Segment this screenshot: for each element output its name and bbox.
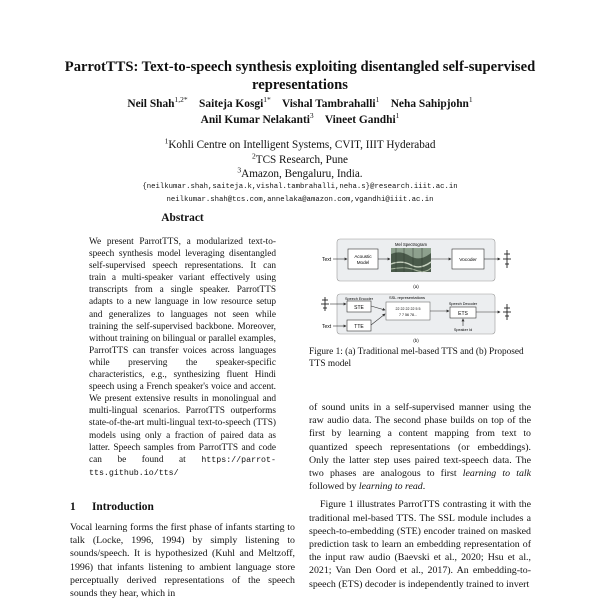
affiliation-text: TCS Research, Pune: [255, 153, 349, 166]
author-sup: 1: [395, 111, 400, 121]
body-paragraph: Figure 1 illustrates ParrotTTS contrasting it with the traditional mel-based TTS. The SSL module includes a speech-to-embedding (STE) encoder trained on masked prediction task to learn an embedding representation of the input raw audio (Baevski et al., 2020; Hsu et al., 2021; Van Den Oord et al., 2017). An embedding-to-speech (ETS) decoder is independently trained to invert: [309, 499, 531, 590]
ste-label: STE: [354, 305, 364, 311]
author-sup: 1: [375, 95, 380, 105]
section-number: 1: [70, 501, 76, 513]
affiliation: [40, 138, 560, 153]
author-name: Anil Kumar Nelakanti: [200, 114, 310, 126]
waveform-icon: [503, 304, 511, 320]
author-sup: 1,2*: [174, 95, 188, 105]
author-name: Vishal Tambrahalli: [281, 98, 376, 110]
acoustic-model-box: [348, 249, 378, 269]
mel-spectrogram-label: Mel Spectrogram: [395, 242, 427, 247]
abstract-url-link[interactable]: https://parrot-tts.github.io/tts/: [89, 455, 276, 478]
tokens-box: [386, 302, 430, 320]
author-sup: 1*: [263, 95, 271, 105]
abstract-heading: Abstract: [161, 212, 204, 224]
authors-line-1: [40, 96, 560, 112]
ets-label: ETS: [458, 311, 468, 317]
figure-caption: Figure 1: (a) Traditional mel-based TTS and (b) Proposed TTS model: [309, 347, 524, 370]
author-name: Neil Shah: [127, 98, 175, 110]
speech-decoder-label: Speech Decoder: [448, 302, 478, 306]
text-run: followed by: [309, 481, 357, 493]
affiliation-sup: 3: [237, 165, 242, 175]
acoustic-model-label: Acoustic: [354, 254, 372, 259]
abstract-body: [89, 236, 276, 480]
text-run: .: [422, 481, 426, 493]
tokens-row: 7 7 56 78...: [399, 313, 417, 317]
email-line-2: neilkumar.shah@tcs.com,annelaka@amazon.com,vgandhi@iiit.ac.in: [166, 196, 434, 204]
author-sup: 1: [468, 95, 473, 105]
author-name: Saiteja Kosgi: [199, 98, 264, 110]
figure-panel-b: [321, 294, 511, 343]
authors-line-2: [40, 112, 560, 128]
tokens-row: 22 22 22 22 5 5: [395, 307, 421, 311]
section-title: Introduction: [92, 501, 154, 513]
speaker-id-label: Speaker Id: [453, 328, 473, 332]
ssl-representations-label: SSL representations: [388, 295, 426, 300]
author-name: Vineet Gandhi: [324, 114, 396, 126]
paper-title: ParrotTTS: Text-to-speech synthesis exploiting disentangled self-supervised representations: [64, 59, 536, 93]
author-sup: 3: [309, 111, 314, 121]
emphasis-text: learning to read: [358, 481, 423, 493]
affiliation: [40, 167, 560, 182]
panel-a-input-label: Text: [322, 257, 332, 263]
mel-spectrogram-image: [391, 248, 431, 272]
speech-encoder-label: Speech Encoder: [344, 297, 374, 301]
waveform-icon: [503, 250, 511, 268]
right-column-body: [309, 401, 531, 591]
affiliation-list: [40, 138, 560, 182]
panel-b-input-label: Text: [322, 324, 332, 330]
figure-panel-a: [322, 239, 511, 289]
affiliation: [40, 150, 560, 168]
tte-label: TTE: [354, 324, 364, 330]
affiliation-sup: 2: [251, 150, 256, 160]
vocoder-label: Vocoder: [459, 258, 477, 263]
author-list: [40, 96, 560, 128]
figure-1-diagram: [310, 234, 532, 346]
affiliation-sup: 1: [164, 136, 169, 146]
body-paragraph: [309, 401, 531, 493]
acoustic-model-label: Model: [356, 260, 370, 265]
author-name: Neha Sahipjohn: [390, 98, 469, 110]
intro-paragraph: Vocal learning forms the first phase of infants starting to talk (Locke, 1996, 1994) by simply listening to sounds/speech. It is hypothesized (Kuhl and Meltzoff, 1996) that infants listening to ambient language store perceptually derived representations of the speech sounds they hear, which in: [70, 522, 295, 600]
affiliation-text: Kohli Centre on Intelligent Systems, CVIT, IIIT Hyderabad: [168, 139, 436, 151]
section-heading: [70, 501, 154, 513]
panel-b-sub-label: (b): [413, 338, 419, 343]
emphasis-text: learning to talk: [462, 468, 532, 480]
text-run: of sound units in a self-supervised manner using the raw audio data. The second phase builds on top of the first by learning a content mapping from text to quantized speech representations (or embeddings). Only the latter step uses paired text-speech data. The two phases are analogous to first: [309, 402, 531, 480]
abstract-text: We present ParrotTTS, a modularized text-to-speech synthesis model leveraging disentangled self-supervised speech representations. It can train a multi-speaker variant effectively using transcripts from a single speaker. ParrotTTS adapts to a new language in low resource setup and generalizes to languages not seen while training the self-supervised backbone. Moreover, without training on bilingual or parallel examples, ParrotTTS can transfer voices across languages while preserving the speaker-specific characteristics, e.g., synthesizing fluent Hindi speech using a French speaker's voice and accent. We present extensive results in monolingual and multi-lingual scenarios. ParrotTTS outperforms state-of-the-art multi-lingual text-to-speech (TTS) models using only a fraction of paired data as latter. Speech samples from ParrotTTS and code can be found at: [89, 237, 276, 465]
email-line-1: {neilkumar.shah,saiteja.k,vishal.tambrahalli,neha.s}@research.iiit.ac.in: [142, 183, 458, 191]
affiliation-text: Amazon, Bengaluru, India.: [241, 168, 363, 180]
panel-a-sub-label: (a): [413, 284, 419, 289]
waveform-icon: [321, 297, 329, 311]
